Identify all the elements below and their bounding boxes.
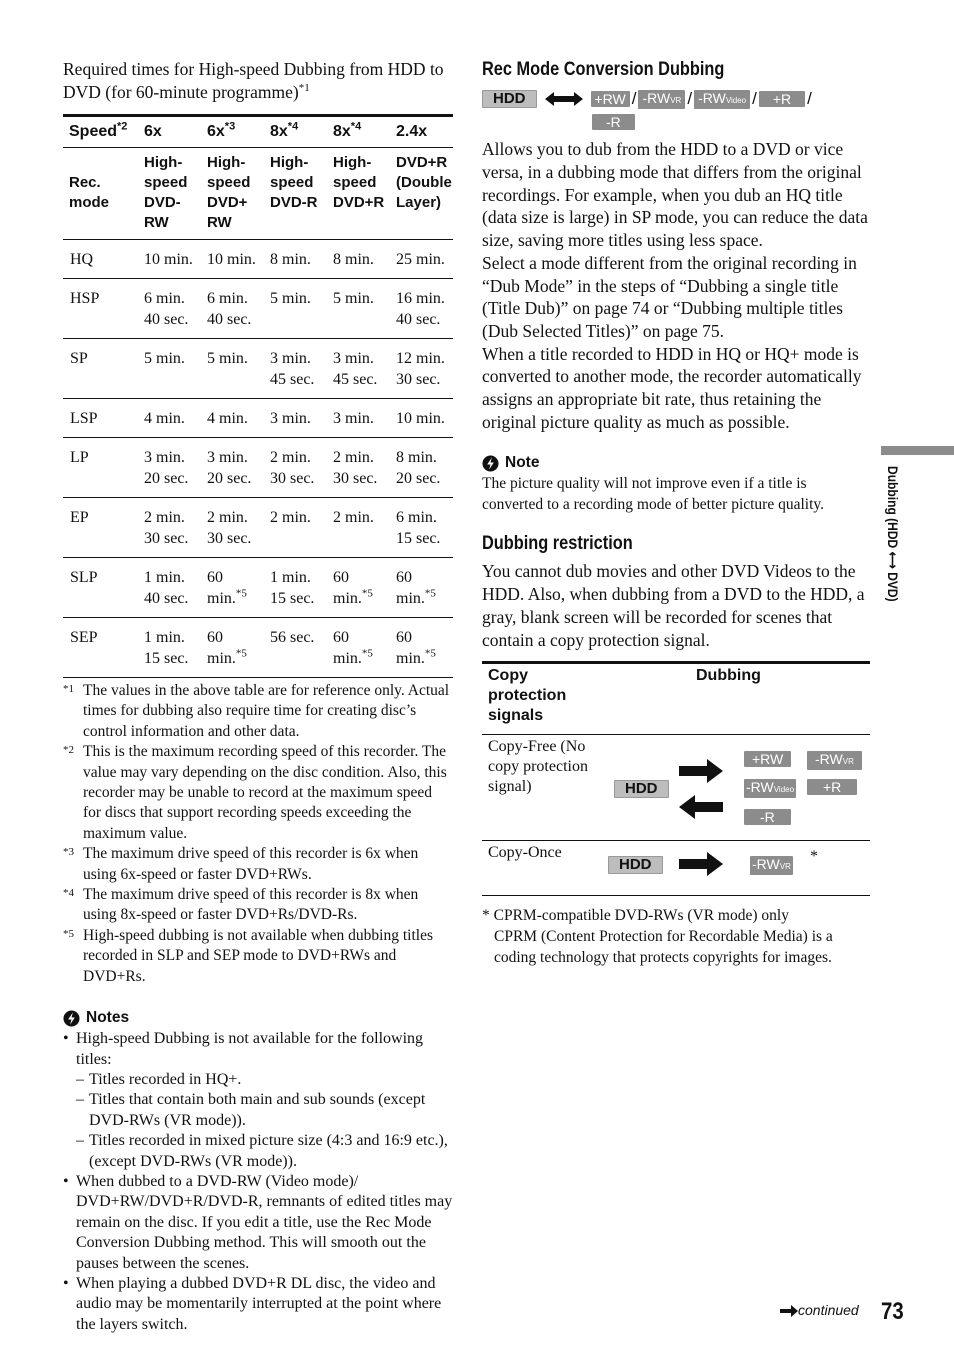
- footnote: [63, 742, 453, 844]
- right-arrow-icon: [679, 852, 723, 876]
- continued-text: continued: [798, 1302, 859, 1318]
- star-note: [482, 905, 870, 968]
- time-cell: 8 min.: [327, 240, 390, 279]
- bidirectional-arrow-icon: [545, 91, 583, 107]
- continued-arrow-icon: [780, 1305, 798, 1317]
- copy-protection-col-header: Copy protection signals: [482, 663, 690, 735]
- intro-footnote-mark: *1: [298, 82, 310, 95]
- note-subitem: – Titles recorded in mixed picture size (4:3 and 16:9 etc.), (except DVD-RWs (VR mode)).: [76, 1132, 448, 1170]
- note-item: • When dubbed to a DVD-RW (Video mode)/ DVD+RW/DVD+R/DVD-R, remnants of edited titles may remain on the disc. If you edit a title, use the Rec Mode Conversion Dubbing method. This will smooth out the pauses between the scenes.: [63, 1172, 453, 1272]
- rec-mode-label: Rec. mode: [63, 148, 138, 240]
- star-note-line-1: * CPRM-compatible DVD-RWs (VR mode) only: [482, 907, 789, 925]
- speed-table: [63, 114, 453, 678]
- footnote-text: High-speed dubbing is not available when dubbing titles recorded in SLP and SEP mode to DVD+RWs and DVD+Rs.: [83, 926, 433, 985]
- minus-rw-video-badge: -RWVideo: [694, 90, 750, 109]
- intro-text: [63, 58, 453, 104]
- notes-heading-text: Notes: [86, 1009, 130, 1027]
- note-heading: [482, 454, 870, 472]
- note-heading-text: Note: [505, 454, 540, 472]
- right-column: [482, 58, 870, 968]
- speed-col-2: $6x^{*3}$: [201, 116, 264, 148]
- time-cell: 3 min.: [327, 399, 390, 438]
- time-cell: 3 min. 20 sec.: [138, 438, 201, 498]
- time-cell: 60 min.$^{*5}$: [327, 558, 390, 618]
- note-text: The picture quality will not improve even if a title is converted to a recording mode of better picture quality.: [482, 475, 825, 514]
- time-cell: 3 min. 20 sec.: [201, 438, 264, 498]
- left-column: [63, 58, 453, 1335]
- time-cell: 56 sec.: [264, 618, 327, 678]
- time-cell: 8 min. 20 sec.: [390, 438, 453, 498]
- time-cell: 3 min. 45 sec.: [264, 339, 327, 399]
- asterisk-mark: *: [810, 848, 818, 866]
- time-cell: 60 min.$^{*5}$: [201, 558, 264, 618]
- time-cell: 2 min. 30 sec.: [201, 498, 264, 558]
- page-number: 73: [881, 1298, 904, 1325]
- speed-col-1: 6x: [138, 116, 201, 148]
- speed-table-row: [63, 279, 453, 339]
- footnote-mark: *4: [63, 887, 74, 900]
- footnotes: [63, 681, 453, 987]
- speed-table-row: [63, 558, 453, 618]
- time-cell: 1 min. 15 sec.: [264, 558, 327, 618]
- copy-free-row: [482, 735, 870, 841]
- time-cell: 2 min.: [327, 498, 390, 558]
- time-cell: 3 min. 45 sec.: [327, 339, 390, 399]
- rec-mode-para-1: Allows you to dub from the HDD to a DVD or vice versa, in a dubbing mode that differs from the original recordings. For example, when you dub an HQ title (data size is large) in SP mode, you can reduce the data size, saving more titles using less space.: [482, 139, 868, 251]
- time-cell: 6 min. 40 sec.: [201, 279, 264, 339]
- time-cell: 60 min.$^{*5}$: [201, 618, 264, 678]
- footnote-mark: *3: [63, 846, 74, 859]
- time-cell: 3 min.: [264, 399, 327, 438]
- hdd-badge: HDD: [614, 780, 669, 798]
- speed-table-row: [63, 339, 453, 399]
- time-cell: 4 min.: [138, 399, 201, 438]
- footnote: [63, 844, 453, 885]
- footnote-text: The maximum drive speed of this recorder is 8x when using 8x-speed or faster DVD+Rs/DVD-Rs.: [83, 886, 419, 924]
- notes-heading: [63, 1009, 453, 1027]
- time-cell: 5 min.: [138, 339, 201, 399]
- speed-table-row: [63, 438, 453, 498]
- rec-mode-cell: SEP: [63, 618, 138, 678]
- copy-protection-table: [482, 661, 870, 896]
- rec-mode-cell: EP: [63, 498, 138, 558]
- rec-mode-heading: Rec Mode Conversion Dubbing: [482, 59, 725, 80]
- time-cell: 60 min.$^{*5}$: [390, 618, 453, 678]
- dubbing-col-header: Dubbing: [690, 663, 870, 735]
- time-cell: 10 min.: [201, 240, 264, 279]
- note-icon: [63, 1010, 80, 1027]
- note-subitem: – Titles that contain both main and sub sounds (except DVD-RWs (VR mode)).: [76, 1091, 426, 1129]
- time-cell: 2 min. 30 sec.: [327, 438, 390, 498]
- disc-type-cell: High-speed DVD+R: [327, 148, 390, 240]
- dubbing-restriction-heading: Dubbing restriction: [482, 533, 633, 555]
- copy-table-header: [482, 663, 870, 735]
- rec-mode-cell: LSP: [63, 399, 138, 438]
- disc-type-cell: DVD+R (Double Layer): [390, 148, 453, 240]
- time-cell: 6 min. 15 sec.: [390, 498, 453, 558]
- star-note-line-2: CPRM (Content Protection for Recordable Media) is a coding technology that protects copyrights for images.: [494, 928, 833, 967]
- disc-badge-row: [482, 88, 870, 132]
- disc-type-cell: High-speed DVD-RW: [138, 148, 201, 240]
- speed-table-row: [63, 498, 453, 558]
- footnote-mark: *1: [63, 683, 74, 695]
- time-cell: 60 min.$^{*5}$: [390, 558, 453, 618]
- footnote-text: This is the maximum recording speed of this recorder. The value may vary depending on the disc condition. Also, this recorder may be unable to record at the maximum speed for discs that support recording speeds exceeding the maximum value.: [83, 743, 447, 842]
- speed-table-row: [63, 240, 453, 279]
- speed-col-4: $8x^{*4}$: [327, 116, 390, 148]
- footnote-mark: *5: [63, 927, 74, 940]
- right-arrow-icon: [679, 759, 723, 783]
- time-cell: 1 min. 15 sec.: [138, 618, 201, 678]
- footnote: [63, 926, 453, 987]
- time-cell: 5 min.: [264, 279, 327, 339]
- continued-indicator: [780, 1302, 859, 1318]
- plus-rw-badge: +RW: [744, 751, 791, 767]
- disc-type-row: [63, 148, 453, 240]
- note-icon: [482, 455, 499, 472]
- note-item: • High-speed Dubbing is not available for the following titles:: [63, 1030, 424, 1068]
- speed-table-body: [63, 240, 453, 678]
- left-arrow-icon: [679, 795, 723, 819]
- speed-col-3: $8x^{*4}$: [264, 116, 327, 148]
- copy-once-row: [482, 841, 870, 896]
- disc-type-cell: High-speed DVD+ RW: [201, 148, 264, 240]
- speed-table-row: [63, 399, 453, 438]
- rec-mode-cell: HQ: [63, 240, 138, 279]
- slash: /: [631, 89, 637, 109]
- hdd-badge: HDD: [482, 90, 537, 108]
- time-cell: 5 min.: [201, 339, 264, 399]
- footnote: [63, 885, 453, 926]
- hdd-badge: HDD: [608, 856, 663, 874]
- copy-once-label: Copy-Once: [488, 844, 562, 862]
- time-cell: 2 min. 30 sec.: [138, 498, 201, 558]
- speed-header-row: [63, 116, 453, 148]
- rec-mode-cell: SLP: [63, 558, 138, 618]
- speed-col-5: 2.4x: [390, 116, 453, 148]
- plus-r-badge: +R: [759, 91, 805, 107]
- minus-rw-vr-badge: -RWVR: [638, 90, 685, 109]
- time-cell: 60 min.$^{*5}$: [327, 618, 390, 678]
- speed-table-row: [63, 618, 453, 678]
- footnote-text: The maximum drive speed of this recorder is 6x when using 6x-speed or faster DVD+RWs.: [83, 845, 419, 883]
- notes-list: [63, 1029, 453, 1335]
- time-cell: 2 min.: [264, 498, 327, 558]
- footnote-text: The values in the above table are for reference only. Actual times for dubbing also require time for creating disc’s control information and other data.: [83, 682, 450, 740]
- time-cell: 10 min.: [390, 399, 453, 438]
- footnote: [63, 681, 453, 742]
- slash: /: [687, 89, 693, 109]
- intro-text-body: Required times for High-speed Dubbing from HDD to DVD (for 60-minute programme): [63, 59, 444, 102]
- footnote-mark: *2: [63, 744, 74, 757]
- time-cell: 2 min. 30 sec.: [264, 438, 327, 498]
- note-item: • When playing a dubbed DVD+R DL disc, the video and audio may be momentarily interrupted at the point where the layers switch.: [63, 1274, 442, 1333]
- time-cell: 6 min. 40 sec.: [138, 279, 201, 339]
- time-cell: 1 min. 40 sec.: [138, 558, 201, 618]
- time-cell: 25 min.: [390, 240, 453, 279]
- copy-free-label: Copy-Free (No copy protection signal): [488, 738, 588, 796]
- time-cell: 8 min.: [264, 240, 327, 279]
- time-cell: 10 min.: [138, 240, 201, 279]
- time-cell: 12 min. 30 sec.: [390, 339, 453, 399]
- rec-mode-cell: SP: [63, 339, 138, 399]
- side-tab-label: Dubbing (HDD ⟷ DVD): [885, 466, 901, 602]
- slash: /: [752, 89, 757, 109]
- minus-rw-video-badge: -RWVideo: [744, 779, 796, 798]
- disc-type-cell: High-speed DVD-R: [264, 148, 327, 240]
- rec-mode-cell: LP: [63, 438, 138, 498]
- rec-mode-cell: HSP: [63, 279, 138, 339]
- plus-rw-badge: +RW: [591, 91, 630, 107]
- time-cell: 5 min.: [327, 279, 390, 339]
- slash: /: [807, 89, 812, 109]
- plus-r-badge: +R: [807, 779, 857, 795]
- minus-r-badge: -R: [744, 809, 791, 825]
- minus-rw-vr-badge: -RWVR: [750, 856, 793, 875]
- restriction-text: You cannot dub movies and other DVD Videos to the HDD. Also, when dubbing from a DVD to the HDD, a gray, blank screen will be recorded for scenes that contain a copy protection signal.: [482, 561, 865, 650]
- rec-mode-para-2: Select a mode different from the original recording in “Dub Mode” in the steps of “Dubbing a single title (Title Dub)” on page 74 or “Dubbing multiple titles (Dub Selected Titles)” on page 75.: [482, 252, 857, 341]
- note-subitem: – Titles recorded in HQ+.: [76, 1070, 242, 1088]
- minus-r-badge: -R: [592, 114, 635, 130]
- side-tab: [885, 466, 909, 646]
- time-cell: 4 min.: [201, 399, 264, 438]
- side-tab-bar: [881, 446, 954, 455]
- time-cell: 16 min. 40 sec.: [390, 279, 453, 339]
- speed-label: Speed$^{*2}$: [63, 116, 138, 148]
- rec-mode-para-3: When a title recorded to HDD in HQ or HQ+ mode is converted to another mode, the recorder automatically assigns an appropriate bit rate, thus retaining the original picture quality as much as possible.: [482, 343, 862, 432]
- minus-rw-vr-badge: -RWVR: [807, 751, 862, 770]
